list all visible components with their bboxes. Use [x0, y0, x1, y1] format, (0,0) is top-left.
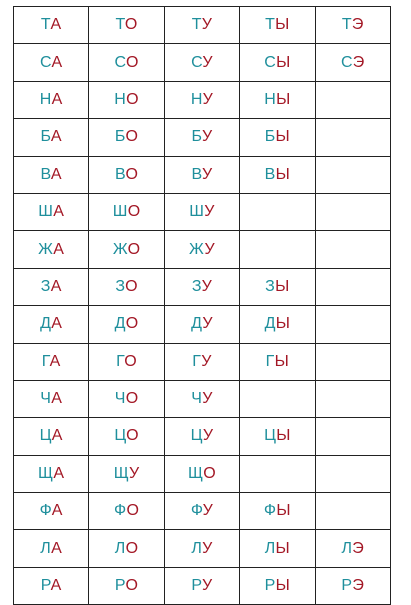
- syllable-cell: [89, 567, 164, 604]
- syllable-cell: [164, 7, 239, 44]
- table-row: [14, 7, 391, 44]
- syllable-cell: [240, 530, 315, 567]
- syllable-cell: [164, 81, 239, 118]
- syllable-cell: [14, 193, 89, 230]
- vowel-letter: А: [50, 277, 62, 295]
- vowel-letter: Э: [351, 16, 364, 34]
- consonant-letter: З: [191, 277, 202, 295]
- syllable-cell: [14, 343, 89, 380]
- consonant-letter: Л: [341, 539, 353, 557]
- syllable-cell: [89, 268, 164, 305]
- consonant-letter: Ш: [38, 203, 54, 221]
- table-row: [14, 455, 391, 492]
- table-row: [14, 44, 391, 81]
- consonant-letter: Б: [40, 128, 51, 146]
- syllable-cell: [164, 567, 239, 604]
- vowel-letter: О: [126, 427, 139, 445]
- vowel-letter: У: [201, 277, 213, 295]
- syllable-cell: [89, 493, 164, 530]
- consonant-letter: Ж: [112, 240, 128, 258]
- syllable-cell: [14, 418, 89, 455]
- vowel-letter: Ы: [275, 539, 290, 557]
- table-row: [14, 493, 391, 530]
- empty-cell: [315, 306, 390, 343]
- vowel-letter: У: [201, 128, 213, 146]
- vowel-letter: О: [126, 502, 140, 520]
- vowel-letter: Ы: [276, 53, 291, 71]
- syllable-cell: [14, 44, 89, 81]
- empty-cell: [240, 380, 315, 417]
- syllable-table-body: [14, 7, 391, 605]
- consonant-letter: Т: [191, 16, 202, 34]
- consonant-letter: Ш: [189, 203, 205, 221]
- syllable-cell: [14, 119, 89, 156]
- vowel-letter: У: [202, 502, 214, 520]
- syllable-cell: [240, 493, 315, 530]
- syllable-cell: [240, 119, 315, 156]
- consonant-letter: Л: [264, 539, 276, 557]
- consonant-letter: Г: [192, 352, 202, 370]
- consonant-letter: Р: [264, 577, 276, 595]
- syllable-cell: [164, 306, 239, 343]
- syllable-cell: [164, 418, 239, 455]
- syllable-cell: [89, 156, 164, 193]
- syllable-cell: [164, 193, 239, 230]
- vowel-letter: О: [203, 464, 216, 482]
- consonant-letter: Д: [114, 315, 126, 333]
- consonant-letter: Н: [114, 90, 127, 108]
- vowel-letter: Ы: [275, 16, 290, 34]
- vowel-letter: У: [201, 165, 213, 183]
- consonant-letter: Р: [114, 577, 126, 595]
- syllable-cell: [240, 268, 315, 305]
- consonant-letter: Ч: [191, 390, 203, 408]
- consonant-letter: С: [264, 53, 277, 71]
- consonant-letter: З: [115, 277, 126, 295]
- table-row: [14, 119, 391, 156]
- table-row: [14, 343, 391, 380]
- consonant-letter: Р: [40, 577, 51, 595]
- syllable-cell: [89, 343, 164, 380]
- consonant-letter: Щ: [113, 464, 129, 482]
- syllable-cell: [89, 44, 164, 81]
- vowel-letter: У: [202, 315, 213, 333]
- consonant-letter: С: [114, 53, 126, 71]
- vowel-letter: У: [202, 577, 213, 595]
- syllable-cell: [240, 44, 315, 81]
- syllable-cell: [240, 343, 315, 380]
- consonant-letter: Ш: [112, 203, 128, 221]
- empty-cell: [240, 193, 315, 230]
- vowel-letter: А: [53, 240, 65, 258]
- consonant-letter: В: [264, 165, 276, 183]
- consonant-letter: Ж: [38, 240, 54, 258]
- syllable-cell: [240, 567, 315, 604]
- syllable-cell: [89, 530, 164, 567]
- vowel-letter: У: [204, 203, 215, 221]
- consonant-letter: Ж: [189, 240, 205, 258]
- consonant-letter: Ц: [190, 427, 203, 445]
- consonant-letter: Ф: [113, 502, 127, 520]
- syllable-cell: [164, 455, 239, 492]
- syllable-cell: [240, 7, 315, 44]
- consonant-letter: Б: [264, 128, 276, 146]
- syllable-cell: [164, 231, 239, 268]
- vowel-letter: Ы: [275, 315, 291, 333]
- syllable-cell: [14, 231, 89, 268]
- consonant-letter: Б: [191, 128, 202, 146]
- vowel-letter: У: [202, 427, 214, 445]
- syllable-cell: [164, 156, 239, 193]
- vowel-letter: О: [125, 53, 139, 71]
- syllable-cell: [14, 493, 89, 530]
- vowel-letter: О: [124, 352, 137, 370]
- consonant-letter: Ф: [39, 502, 52, 520]
- consonant-letter: Ф: [190, 502, 203, 520]
- consonant-letter: Д: [40, 315, 52, 333]
- consonant-letter: Д: [264, 315, 276, 333]
- table-row: [14, 418, 391, 455]
- syllable-cell: [89, 380, 164, 417]
- empty-cell: [315, 418, 390, 455]
- syllable-cell: [240, 156, 315, 193]
- vowel-letter: У: [202, 53, 213, 71]
- vowel-letter: Э: [352, 53, 365, 71]
- consonant-letter: С: [341, 53, 353, 71]
- consonant-letter: Л: [191, 539, 203, 557]
- syllable-cell: [89, 455, 164, 492]
- table-row: [14, 231, 391, 268]
- empty-cell: [315, 493, 390, 530]
- vowel-letter: А: [50, 128, 62, 146]
- table-row: [14, 380, 391, 417]
- syllable-cell: [14, 530, 89, 567]
- syllable-cell: [14, 306, 89, 343]
- consonant-letter: Р: [341, 577, 353, 595]
- vowel-letter: Ы: [276, 427, 291, 445]
- consonant-letter: Л: [114, 539, 126, 557]
- empty-cell: [315, 119, 390, 156]
- table-row: [14, 268, 391, 305]
- vowel-letter: У: [129, 464, 140, 482]
- consonant-letter: Г: [116, 352, 125, 370]
- syllable-cell: [240, 306, 315, 343]
- table-row: [14, 156, 391, 193]
- vowel-letter: А: [50, 16, 62, 34]
- vowel-letter: О: [126, 90, 139, 108]
- empty-cell: [315, 268, 390, 305]
- vowel-letter: Ы: [275, 165, 291, 183]
- vowel-letter: У: [202, 390, 213, 408]
- consonant-letter: С: [39, 53, 52, 71]
- syllable-cell: [315, 530, 390, 567]
- syllable-cell: [164, 380, 239, 417]
- vowel-letter: У: [202, 90, 214, 108]
- vowel-letter: Ы: [275, 128, 290, 146]
- syllable-cell: [164, 268, 239, 305]
- vowel-letter: А: [49, 352, 61, 370]
- consonant-letter: Т: [115, 16, 125, 34]
- syllable-cell: [89, 119, 164, 156]
- empty-cell: [315, 455, 390, 492]
- syllable-cell: [89, 81, 164, 118]
- table-row: [14, 306, 391, 343]
- syllable-cell: [315, 44, 390, 81]
- vowel-letter: Ы: [275, 277, 290, 295]
- empty-cell: [315, 343, 390, 380]
- consonant-letter: Н: [190, 90, 203, 108]
- syllable-cell: [240, 81, 315, 118]
- vowel-letter: У: [204, 240, 215, 258]
- empty-cell: [315, 380, 390, 417]
- empty-cell: [315, 193, 390, 230]
- vowel-letter: О: [124, 16, 138, 34]
- syllable-cell: [89, 306, 164, 343]
- empty-cell: [240, 455, 315, 492]
- syllable-cell: [164, 119, 239, 156]
- vowel-letter: А: [51, 539, 63, 557]
- vowel-letter: А: [53, 464, 65, 482]
- syllable-cell: [164, 343, 239, 380]
- syllable-cell: [89, 7, 164, 44]
- consonant-letter: Г: [265, 352, 275, 370]
- syllable-cell: [89, 231, 164, 268]
- vowel-letter: А: [51, 315, 63, 333]
- vowel-letter: О: [125, 165, 139, 183]
- table-row: [14, 567, 391, 604]
- consonant-letter: Г: [41, 352, 50, 370]
- vowel-letter: О: [125, 577, 139, 595]
- empty-cell: [315, 156, 390, 193]
- empty-cell: [315, 231, 390, 268]
- vowel-letter: А: [53, 203, 65, 221]
- consonant-letter: З: [40, 277, 51, 295]
- table-row: [14, 81, 391, 118]
- syllable-cell: [315, 567, 390, 604]
- vowel-letter: А: [50, 577, 62, 595]
- empty-cell: [240, 231, 315, 268]
- vowel-letter: А: [51, 427, 63, 445]
- consonant-letter: В: [40, 165, 51, 183]
- syllable-cell: [315, 7, 390, 44]
- syllable-cell: [89, 193, 164, 230]
- consonant-letter: Щ: [38, 464, 54, 482]
- vowel-letter: О: [127, 203, 141, 221]
- vowel-letter: О: [127, 240, 141, 258]
- vowel-letter: А: [51, 90, 63, 108]
- consonant-letter: Ц: [114, 427, 127, 445]
- syllable-cell: [14, 156, 89, 193]
- consonant-letter: Б: [114, 128, 126, 146]
- syllable-cell: [164, 44, 239, 81]
- consonant-letter: В: [191, 165, 202, 183]
- consonant-letter: Ф: [263, 502, 277, 520]
- syllable-table: [13, 6, 391, 605]
- syllable-cell: [164, 493, 239, 530]
- vowel-letter: О: [125, 390, 139, 408]
- table-row: [14, 193, 391, 230]
- vowel-letter: А: [50, 165, 62, 183]
- consonant-letter: Н: [264, 90, 277, 108]
- syllable-cell: [14, 7, 89, 44]
- vowel-letter: Ы: [276, 502, 291, 520]
- consonant-letter: З: [265, 277, 276, 295]
- vowel-letter: Э: [352, 539, 365, 557]
- consonant-letter: Л: [40, 539, 52, 557]
- consonant-letter: Щ: [187, 464, 204, 482]
- consonant-letter: Н: [39, 90, 52, 108]
- consonant-letter: Ч: [40, 390, 52, 408]
- vowel-letter: Ы: [275, 577, 291, 595]
- vowel-letter: Э: [352, 577, 365, 595]
- consonant-letter: Р: [191, 577, 203, 595]
- syllable-cell: [240, 418, 315, 455]
- syllable-cell: [14, 380, 89, 417]
- table-row: [14, 530, 391, 567]
- vowel-letter: А: [51, 390, 63, 408]
- vowel-letter: А: [51, 502, 63, 520]
- empty-cell: [315, 81, 390, 118]
- consonant-letter: Т: [341, 16, 352, 34]
- syllable-cell: [14, 81, 89, 118]
- consonant-letter: Ч: [114, 390, 126, 408]
- syllable-cell: [89, 418, 164, 455]
- vowel-letter: У: [201, 16, 213, 34]
- vowel-letter: У: [202, 539, 213, 557]
- vowel-letter: У: [201, 352, 212, 370]
- vowel-letter: А: [51, 53, 63, 71]
- consonant-letter: Ц: [264, 427, 277, 445]
- vowel-letter: О: [125, 539, 139, 557]
- syllable-cell: [14, 455, 89, 492]
- consonant-letter: С: [191, 53, 203, 71]
- consonant-letter: Ц: [39, 427, 52, 445]
- consonant-letter: Т: [40, 16, 51, 34]
- consonant-letter: В: [114, 165, 126, 183]
- consonant-letter: Т: [265, 16, 276, 34]
- vowel-letter: О: [125, 277, 138, 295]
- consonant-letter: Д: [191, 315, 203, 333]
- vowel-letter: Ы: [276, 90, 291, 108]
- syllable-cell: [164, 530, 239, 567]
- vowel-letter: О: [125, 315, 139, 333]
- vowel-letter: О: [125, 128, 139, 146]
- syllable-cell: [14, 567, 89, 604]
- syllable-cell: [14, 268, 89, 305]
- vowel-letter: Ы: [274, 352, 290, 370]
